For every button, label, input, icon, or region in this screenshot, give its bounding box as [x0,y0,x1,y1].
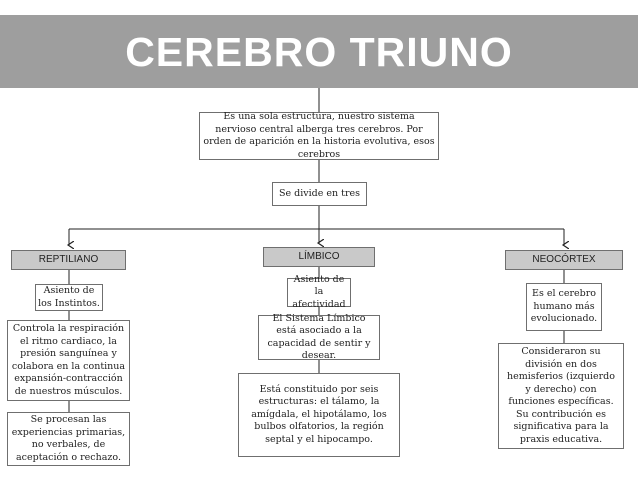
limbico-box-2 [258,312,380,361]
divide-text: Se divide en tres [278,187,360,199]
limbico-box-1 [287,273,351,310]
limbico-box-3 [238,373,400,457]
diagram-title: CEREBRO TRIUNO [125,29,513,75]
neocortex-box-2 [498,343,624,449]
intro-box [199,112,439,160]
neocortex-box-1 [526,283,602,331]
reptiliano-box-2-text: Controla la respiración el ritmo cardiaco, la presión sanguínea y colabora en la continua expansión-contracción de nuestros músculos. [11,323,126,397]
limbico-header-label: LÍMBICO [298,250,340,262]
reptiliano-header-label: REPTILIANO [38,253,99,265]
limbico-box-2-text: El Sistema Límbico está asociado a la capacidad de sentir y desear. [267,312,371,361]
reptiliano-box-1-text: Asiento de los Instintos. [38,285,100,309]
neocortex-header [505,250,623,270]
limbico-box-1-text: Asiento de la afectividad [292,273,346,310]
limbico-header [263,247,375,267]
reptiliano-box-3 [7,412,130,466]
neocortex-header-label: NEOCÓRTEX [532,253,596,265]
reptiliano-box-1 [35,284,103,311]
limbico-box-3-text: Está constituido por seis estructuras: el tálamo, la amígdala, el hipotálamo, los bulbos olfatorios, la región septal y el hipocampo. [251,383,387,445]
neocortex-box-1-text: Es el cerebro humano más evolucionado. [530,288,598,325]
intro-text: Es una sola estructura, nuestro sistema nervioso central alberga tres cerebros. Por orden de aparición en la historia evolutiva, esos cerebros [203,111,435,160]
reptiliano-box-2 [7,320,130,401]
divide-box [272,182,367,206]
neocortex-box-2-text: Consideraron su división en dos hemisferios (izquierdo y derecho) con funciones específicas. Su contribución es significativa para la praxis educativa. [507,346,615,445]
reptiliano-box-3-text: Se procesan las experiencias primarias, no verbales, de aceptación o rechazo. [11,414,126,463]
reptiliano-header [11,250,126,270]
